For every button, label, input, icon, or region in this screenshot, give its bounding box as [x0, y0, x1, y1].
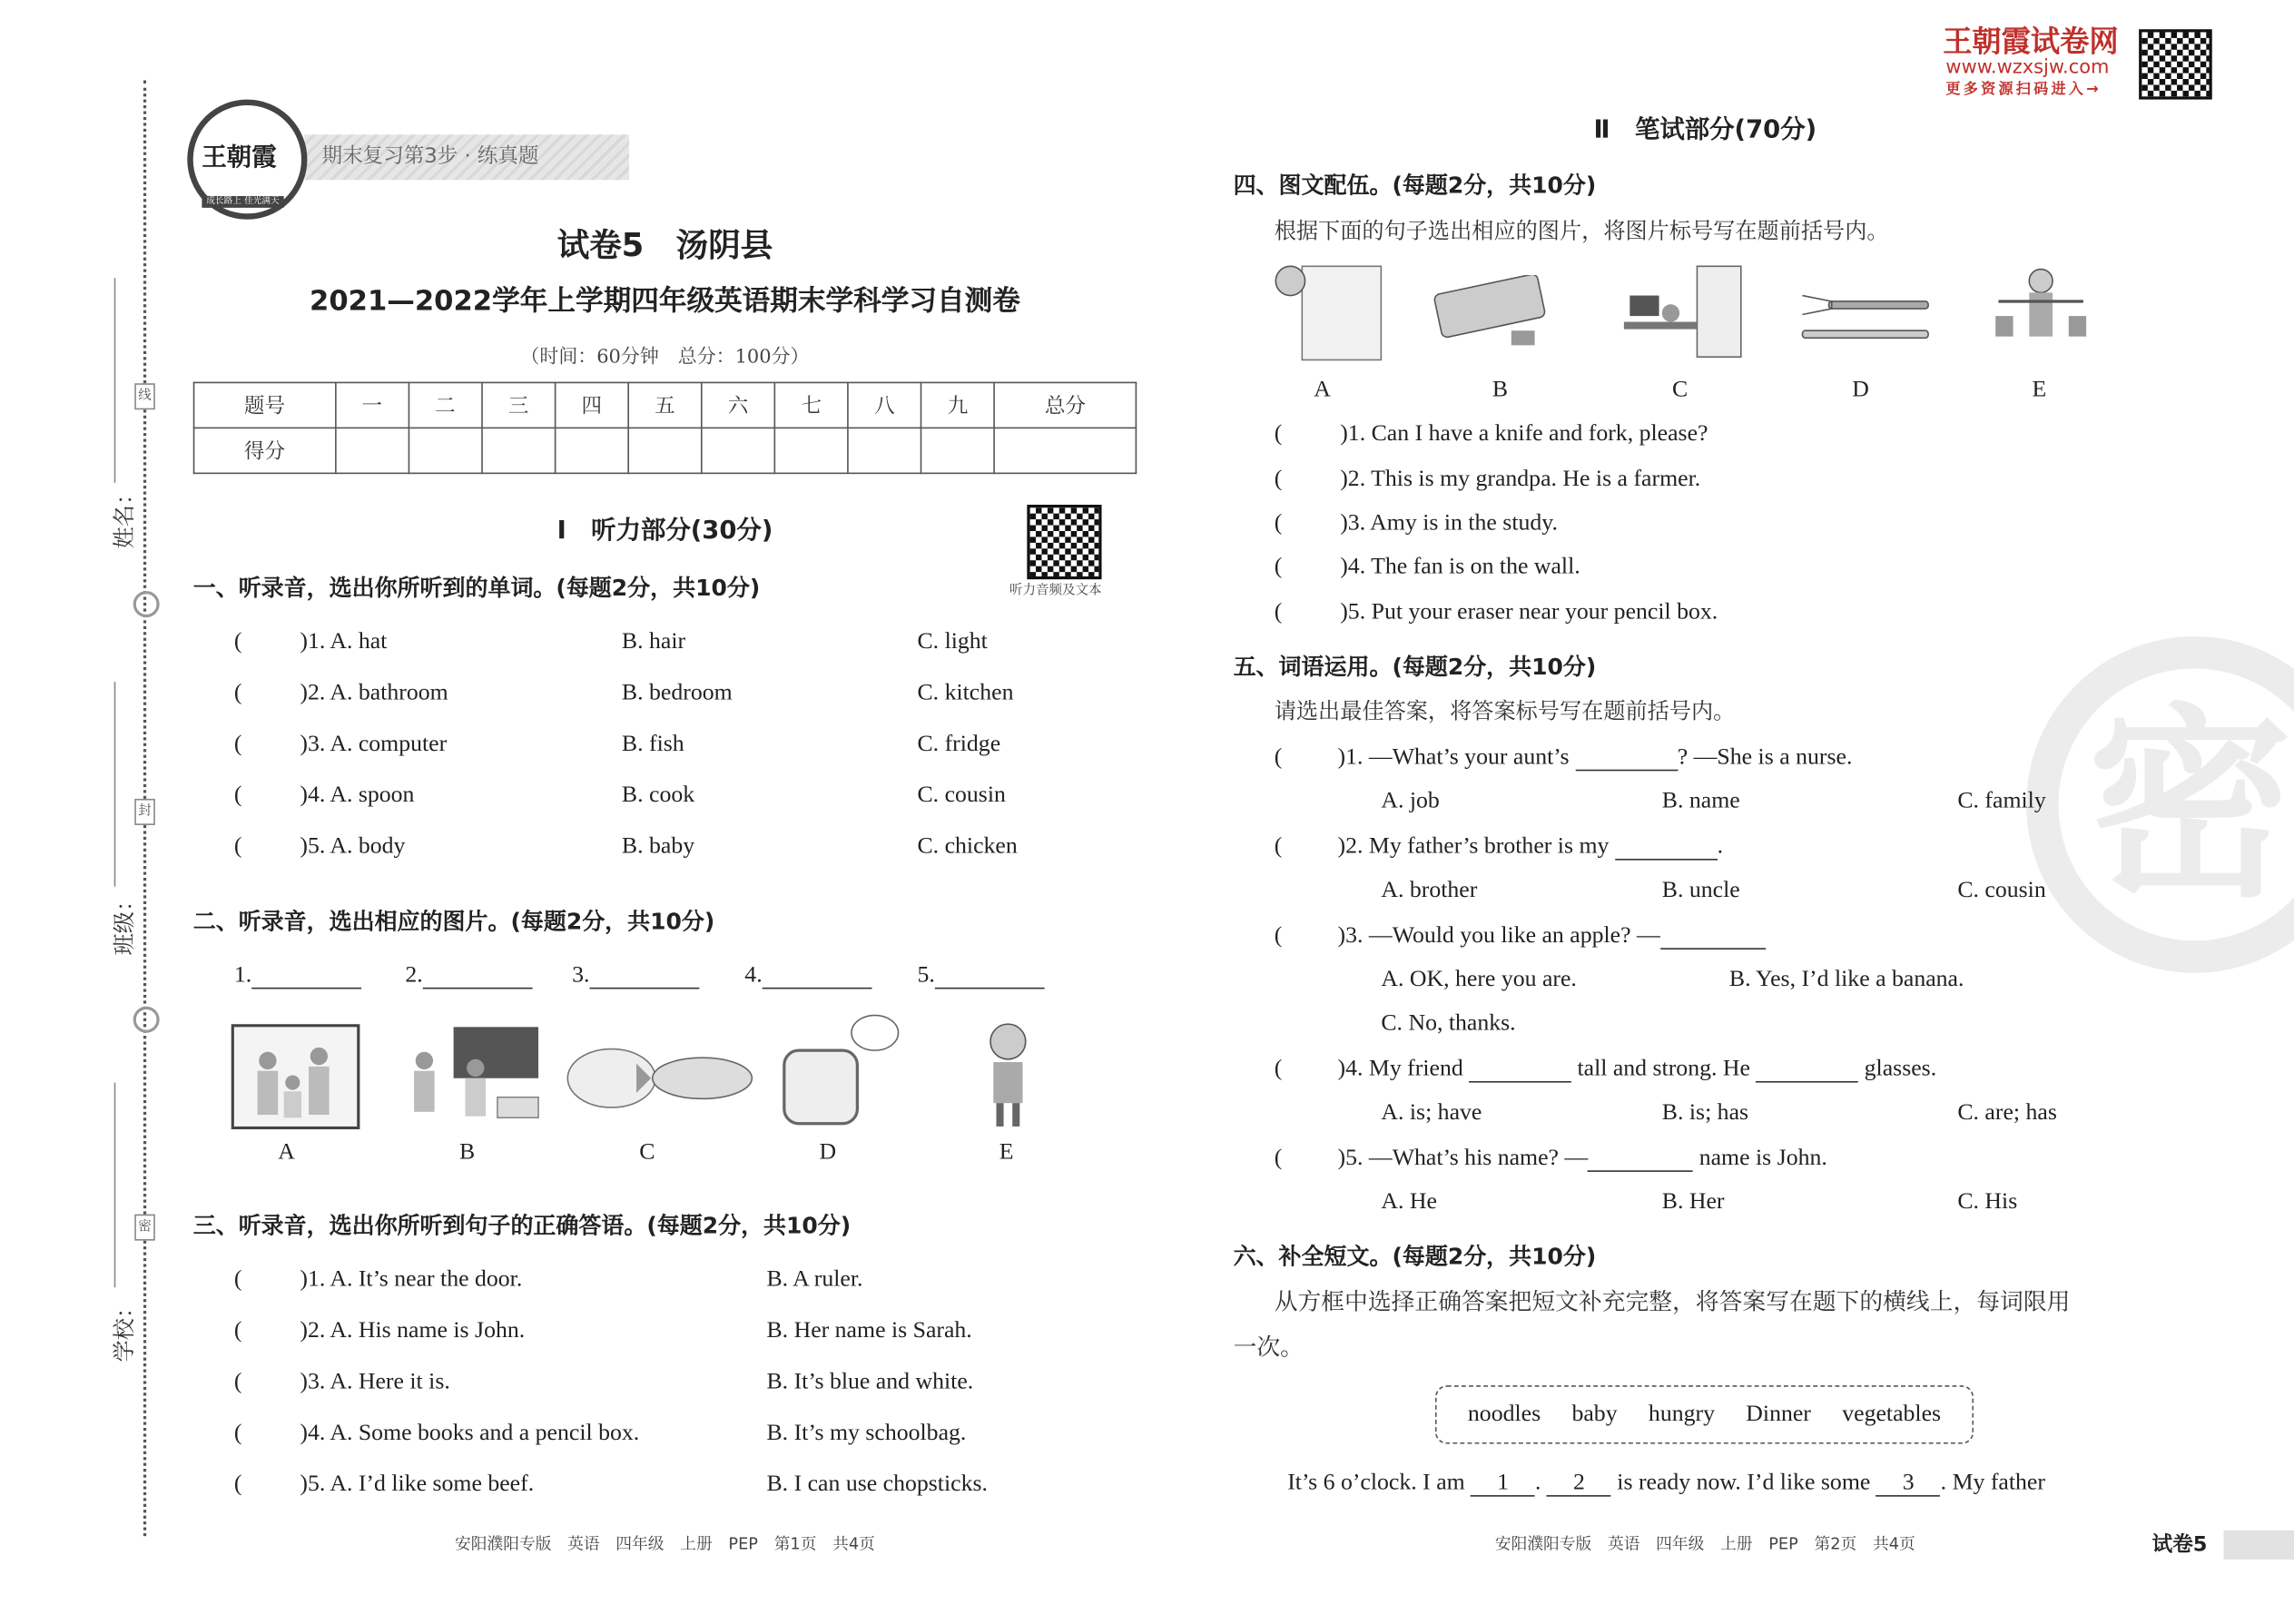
score-cell[interactable] [921, 428, 995, 473]
score-cell[interactable] [848, 428, 921, 473]
banner-text: 期末复习第3步 · 练真题 [321, 144, 539, 169]
answer-blank-2[interactable] [405, 964, 532, 989]
option-a: )5. A. body [300, 833, 406, 860]
sentence: )4. The fan is on the wall. [1340, 554, 1580, 580]
q5-2 [1275, 835, 1723, 860]
blank-number: 4. [744, 962, 763, 988]
answer-paren[interactable]: ( [233, 1369, 242, 1394]
answer-blank[interactable] [1660, 925, 1766, 950]
option-b: B. cook [621, 782, 695, 808]
passage-segment: is ready now. I’d like some [1617, 1470, 1871, 1496]
answer-blank[interactable] [1469, 1058, 1571, 1082]
option: C. are; has [1957, 1099, 2057, 1126]
answer-paren[interactable]: ( [233, 1318, 242, 1343]
option-c: C. kitchen [917, 680, 1014, 705]
score-row-label: 得分 [194, 428, 336, 473]
option: B. Her [1661, 1189, 1725, 1215]
score-header: 四 [555, 382, 628, 428]
option: C. family [1957, 788, 2046, 814]
exam-badge [2114, 1530, 2294, 1560]
answer-blank[interactable] [1756, 1058, 1858, 1082]
sentence: )5. Put your eraser near your pencil box. [1340, 599, 1718, 625]
passage-text [1287, 1471, 2045, 1496]
answer-paren[interactable]: ( [1274, 421, 1283, 447]
section6-instruction: 从方框中选择正确答案把短文补充完整，将答案写在题下的横线上，每词限用 [1274, 1287, 2071, 1315]
answer-blank[interactable] [1588, 1147, 1693, 1171]
answer-blank-5[interactable] [917, 964, 1044, 989]
class-label: 班级： [111, 889, 138, 956]
option: A. He [1381, 1189, 1437, 1215]
banner [304, 134, 629, 180]
question-text: )4. My friend [1337, 1056, 1463, 1081]
option-b: B. Her name is Sarah. [766, 1318, 972, 1343]
option: B. is; has [1661, 1099, 1749, 1126]
exam-title: 试卷5 汤阴县 [556, 228, 773, 265]
seal-label-seal: 封 [134, 799, 155, 825]
passage-blank-2[interactable]: 2 [1547, 1471, 1611, 1496]
knife-and-fork-image [1799, 290, 1931, 348]
seal-label-line: 线 [134, 383, 155, 409]
answer-paren[interactable]: ( [1274, 1145, 1283, 1171]
score-cell[interactable] [628, 428, 702, 473]
section5-heading: 五、词语运用。(每题2分，共10分) [1233, 654, 1597, 681]
question-text: tall and strong. He [1577, 1056, 1750, 1081]
fan-on-wall-image [1270, 263, 1387, 366]
score-cell[interactable] [702, 428, 775, 473]
score-cell[interactable] [482, 428, 556, 473]
question-text: . [1717, 833, 1724, 860]
answer-paren[interactable]: ( [233, 628, 242, 655]
answer-blank-3[interactable] [572, 964, 699, 989]
passage-blank-3[interactable]: 3 [1876, 1471, 1941, 1496]
pic-label: D [819, 1139, 837, 1165]
section6-instruction-cont: 一次。 [1233, 1333, 1304, 1361]
pic-label: D [1852, 377, 1869, 403]
pic-label: A [278, 1139, 295, 1165]
question-text: )2. My father’s brother is my [1337, 833, 1610, 860]
option-a: )2. A. bathroom [300, 680, 448, 705]
pencil-box-image [1431, 275, 1551, 357]
answer-paren[interactable]: ( [1274, 467, 1283, 492]
option-a: )4. A. Some books and a pencil box. [300, 1420, 640, 1446]
option-c: C. fridge [917, 731, 1001, 757]
logo-text: 王朝霞 [202, 143, 277, 173]
score-table [193, 382, 1137, 475]
watermark-text: 密 [2087, 687, 2293, 927]
answer-paren[interactable]: ( [1274, 599, 1283, 625]
school-field[interactable] [114, 1083, 116, 1288]
option-a: )4. A. spoon [300, 782, 415, 808]
score-header: 一 [335, 382, 409, 428]
question-text: name is John. [1698, 1145, 1827, 1171]
question-text: )5. —What’s his name? — [1337, 1145, 1589, 1171]
section1-heading: 一、听录音，选出你所听到的单词。(每题2分，共10分) [192, 575, 761, 602]
score-cell[interactable] [409, 428, 482, 473]
score-cell[interactable] [335, 428, 409, 473]
page-footer-right: 安阳濮阳专版 英语 四年级 上册 PEP 第2页 共4页 [1494, 1534, 1915, 1554]
audio-qr-code-icon[interactable] [1027, 505, 1101, 579]
word-bank-word: hungry [1648, 1401, 1715, 1427]
pic-label: B [459, 1139, 476, 1165]
score-cell[interactable] [994, 428, 1136, 473]
exam-badge-text: 试卷5 [2151, 1532, 2208, 1557]
answer-paren[interactable]: ( [233, 1266, 242, 1293]
sentence: )2. This is my grandpa. He is a farmer. [1340, 467, 1701, 492]
word-bank-word: baby [1571, 1401, 1618, 1427]
score-cell[interactable] [774, 428, 848, 473]
food-fish-image [563, 1041, 756, 1115]
option: B. Yes, I’d like a banana. [1728, 967, 1964, 992]
option: A. OK, here you are. [1381, 967, 1577, 992]
score-header: 八 [848, 382, 921, 428]
answer-paren[interactable]: ( [233, 782, 242, 808]
publisher-logo [187, 100, 307, 220]
blank-number: 2. [405, 962, 423, 988]
option-c: C. light [917, 628, 988, 655]
sentence: )3. Amy is in the study. [1340, 510, 1558, 536]
score-header: 三 [482, 382, 556, 428]
q5-3 [1274, 922, 1766, 950]
section5-instruction: 请选出最佳答案，将答案标号写在题前括号内。 [1274, 697, 1736, 724]
option-a: )5. A. I’d like some beef. [300, 1471, 535, 1497]
brand-qr-code-icon[interactable] [2139, 29, 2212, 99]
score-header: 七 [774, 382, 848, 428]
family-photo-image [231, 1024, 360, 1129]
section3-heading: 三、听录音，选出你所听到句子的正确答语。(每题2分，共10分) [192, 1213, 852, 1240]
word-bank-word: Dinner [1746, 1401, 1811, 1427]
answer-paren[interactable]: ( [1274, 510, 1283, 536]
option: B. uncle [1661, 877, 1740, 903]
girl-image [971, 1019, 1045, 1133]
score-header: 题号 [194, 382, 336, 428]
answer-paren[interactable]: ( [1274, 833, 1283, 860]
blank-number: 5. [917, 962, 935, 988]
score-header: 五 [628, 382, 702, 428]
answer-paren[interactable]: ( [233, 1420, 242, 1446]
passage-blank-1[interactable]: 1 [1471, 1471, 1535, 1496]
option-a: )1. A. It’s near the door. [300, 1266, 523, 1293]
question-text: glasses. [1864, 1056, 1937, 1081]
seal-circle-icon [133, 591, 160, 617]
q5-1 [1275, 746, 1853, 771]
qr-caption: 听力音频及文本 [1009, 584, 1102, 599]
q5-5 [1275, 1147, 1827, 1171]
option-b: B. A ruler. [766, 1266, 863, 1293]
brand-cta: 更多资源扫码进入→ [1945, 82, 2102, 98]
option: C. cousin [1957, 877, 2046, 903]
option-a: )3. A. computer [300, 731, 448, 757]
q5-4 [1275, 1058, 1936, 1082]
option-b: B. It’s my schoolbag. [766, 1420, 967, 1446]
score-header: 六 [702, 382, 775, 428]
section4-heading: 四、图文配伍。(每题2分，共10分) [1233, 172, 1597, 200]
name-label: 姓名： [111, 482, 138, 549]
section2-heading: 二、听录音，选出相应的图片。(每题2分，共10分) [192, 908, 715, 935]
question-text: )1. —What’s your aunt’s [1337, 744, 1570, 770]
option-b: B. It’s blue and white. [766, 1369, 974, 1394]
seal-circle-icon [133, 1007, 160, 1033]
answer-paren[interactable]: ( [1274, 554, 1283, 580]
option-b: B. baby [621, 833, 695, 860]
option-a: )3. A. Here it is. [300, 1369, 450, 1394]
option-b: B. I can use chopsticks. [766, 1471, 988, 1497]
sentence: )1. Can I have a knife and fork, please? [1340, 421, 1708, 447]
option: C. No, thanks. [1381, 1010, 1516, 1037]
option-a: )1. A. hat [300, 628, 388, 655]
pic-label: B [1492, 377, 1509, 403]
option: C. His [1957, 1189, 2018, 1215]
answer-blank-4[interactable] [744, 964, 871, 989]
blank-number: 1. [233, 962, 252, 988]
answer-paren[interactable]: ( [233, 1471, 242, 1497]
option: A. is; have [1381, 1099, 1482, 1126]
option-a: )2. A. His name is John. [300, 1318, 526, 1343]
seal-label-secret: 密 [134, 1215, 155, 1241]
option: A. brother [1381, 877, 1478, 903]
answer-paren[interactable]: ( [233, 680, 242, 705]
pic-label: C [1672, 377, 1689, 403]
option: A. job [1381, 788, 1440, 814]
children-classroom-image [395, 1024, 544, 1129]
answer-paren[interactable]: ( [1274, 1056, 1283, 1081]
brand-url[interactable]: www.wzxsjw.com [1945, 56, 2110, 80]
score-header: 总分 [994, 382, 1136, 428]
class-field[interactable] [114, 682, 116, 887]
score-table-score-row [194, 428, 1137, 473]
option-c: C. chicken [917, 833, 1018, 860]
question-text: ? —She is a nurse. [1677, 744, 1853, 770]
logo-ribbon: 成长路上 佳光满天 [202, 196, 283, 208]
study-room-image [1621, 263, 1744, 359]
name-field[interactable] [114, 278, 116, 483]
word-bank-box [1435, 1385, 1974, 1443]
passage-segment: It’s 6 o’clock. I am [1287, 1470, 1465, 1496]
passage-segment: . [1535, 1470, 1541, 1496]
brand-name: 王朝霞试卷网 [1943, 23, 2119, 59]
option-c: C. cousin [917, 782, 1006, 808]
part2-title: Ⅱ 笔试部分(70分) [1593, 115, 1817, 145]
word-bank-word: vegetables [1842, 1401, 1942, 1427]
answer-paren[interactable]: ( [233, 731, 242, 757]
answer-blank[interactable] [1575, 746, 1678, 771]
section4-instruction: 根据下面的句子选出相应的图片，将图片标号写在题前括号内。 [1274, 218, 1889, 245]
score-header: 九 [921, 382, 995, 428]
pic-label: E [2032, 377, 2047, 403]
answer-blank[interactable] [1615, 835, 1718, 860]
answer-paren[interactable]: ( [1274, 922, 1283, 949]
answer-blank-1[interactable] [234, 964, 361, 989]
score-table-header-row [194, 382, 1137, 428]
time-info: （时间：60分钟 总分：100分） [520, 346, 810, 369]
option-b: B. fish [621, 731, 684, 757]
exam-subtitle: 2021—2022学年上学期四年级英语期末学科学习自测卷 [310, 285, 1020, 318]
pic-label: C [639, 1139, 655, 1165]
answer-paren[interactable]: ( [1274, 744, 1283, 770]
schoolbag-image [773, 1009, 904, 1129]
farmer-grandpa-image [1993, 263, 2089, 369]
pic-label: E [999, 1139, 1014, 1165]
watermark-seal [2026, 636, 2294, 973]
word-bank-word: noodles [1467, 1401, 1541, 1427]
blank-number: 3. [572, 962, 590, 988]
page-footer-left: 安阳濮阳专版 英语 四年级 上册 PEP 第1页 共4页 [455, 1534, 875, 1554]
school-label: 学校： [111, 1295, 138, 1363]
option-b: B. bedroom [621, 680, 733, 705]
option: B. name [1661, 788, 1740, 814]
score-cell[interactable] [555, 428, 628, 473]
pic-label: A [1314, 377, 1331, 403]
passage-segment: . My father [1940, 1470, 2045, 1496]
option-b: B. hair [621, 628, 686, 655]
score-header: 二 [409, 382, 482, 428]
part1-title: Ⅰ 听力部分(30分) [556, 516, 773, 546]
section6-heading: 六、补全短文。(每题2分，共10分) [1233, 1243, 1597, 1270]
answer-paren[interactable]: ( [233, 833, 242, 860]
question-text: )3. —Would you like an apple? — [1337, 922, 1660, 949]
